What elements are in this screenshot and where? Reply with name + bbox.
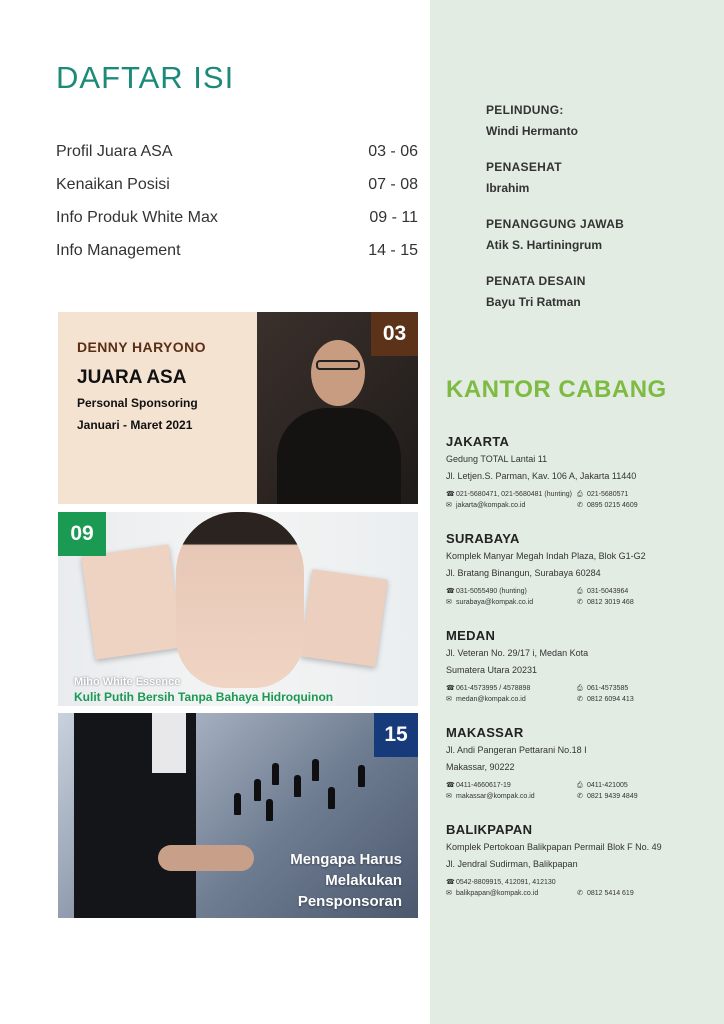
person-head <box>311 340 365 406</box>
person-body <box>277 408 401 504</box>
branch-email[interactable]: makassar@kompak.co.id <box>456 793 535 800</box>
branch-whatsapp[interactable]: 0812 5414 619 <box>587 890 634 897</box>
whatsapp-icon: ✆ <box>577 890 583 897</box>
credit-block <box>486 216 706 253</box>
person-figure-icon <box>254 779 261 801</box>
branch-email[interactable]: medan@kompak.co.id <box>456 696 526 703</box>
phone-icon: ☎ <box>446 879 455 886</box>
credits <box>486 102 706 330</box>
product-card[interactable] <box>58 512 418 706</box>
credit-block <box>486 273 706 310</box>
branch-whatsapp[interactable]: 0812 6094 413 <box>587 696 634 703</box>
management-headline <box>290 849 402 912</box>
branch-list <box>446 434 712 919</box>
person-figure-icon <box>266 799 273 821</box>
toc-item[interactable] <box>56 141 418 174</box>
email-icon: ✉ <box>446 793 452 800</box>
branch-name: JAKARTA <box>446 434 510 449</box>
whatsapp-icon: ✆ <box>577 793 583 800</box>
branch-phone[interactable]: 0411-4660617-19 <box>456 782 511 789</box>
branch-item <box>446 628 712 725</box>
person-figure-icon <box>328 787 335 809</box>
award-period: Januari - Maret 2021 <box>77 418 193 432</box>
fax-icon: ⎙ <box>577 782 583 789</box>
branch-fax: 031-5043964 <box>587 588 629 595</box>
email-icon: ✉ <box>446 890 452 897</box>
branch-whatsapp[interactable]: 0895 0215 4609 <box>587 502 638 509</box>
toc-item[interactable] <box>56 174 418 207</box>
branch-address: Komplek Pertokoan Balikpapan Permail Blok F No. 49 <box>446 842 662 852</box>
fax-icon: ⎙ <box>577 685 583 692</box>
phone-icon: ☎ <box>446 588 455 595</box>
face-photo-left <box>81 544 183 659</box>
management-card[interactable] <box>58 713 418 918</box>
winner-name: DENNY HARYONO <box>77 339 206 355</box>
headline-line: Pensponsoran <box>297 893 402 910</box>
whatsapp-icon: ✆ <box>577 502 583 509</box>
product-brand: Miho White Essence <box>74 676 181 688</box>
credit-role: PENATA DESAIN <box>486 274 586 288</box>
juara-asa-card[interactable] <box>58 312 418 504</box>
email-icon: ✉ <box>446 599 452 606</box>
branch-contacts <box>446 587 712 607</box>
person-figure-icon <box>272 763 279 785</box>
page-badge: 03 <box>371 312 418 356</box>
branch-email[interactable]: balikpapan@kompak.co.id <box>456 890 539 897</box>
branch-contacts <box>446 878 712 898</box>
person-figure-icon <box>294 775 301 797</box>
email-icon: ✉ <box>446 696 452 703</box>
branch-email[interactable]: jakarta@kompak.co.id <box>456 502 526 509</box>
glasses-icon <box>316 360 360 370</box>
credit-block <box>486 102 706 139</box>
toc-item-pages: 07 - 08 <box>368 176 418 193</box>
branch-address: Jl. Letjen.S. Parman, Kav. 106 A, Jakarta 11440 <box>446 471 637 481</box>
toc-item-label: Info Produk White Max <box>56 209 218 226</box>
branch-fax: 061-4573585 <box>587 685 629 692</box>
product-tagline: Kulit Putih Bersih Tanpa Bahaya Hidroquinon <box>74 690 334 704</box>
branch-phone[interactable]: 031-5055490 (hunting) <box>456 588 527 595</box>
credit-role: PENANGGUNG JAWAB <box>486 217 625 231</box>
branch-address: Jl. Jendral Sudirman, Balikpapan <box>446 859 578 869</box>
branch-phone[interactable]: 021-5680471, 021-5680481 (hunting) <box>456 491 572 498</box>
branch-name: MEDAN <box>446 628 496 643</box>
phone-icon: ☎ <box>446 491 455 498</box>
branch-fax: 021-5680571 <box>587 491 629 498</box>
branch-item <box>446 725 712 822</box>
toc-item-label: Kenaikan Posisi <box>56 176 170 193</box>
branch-offices-title: KANTOR CABANG <box>446 376 667 403</box>
toc-item[interactable] <box>56 240 418 273</box>
toc-item-label: Info Management <box>56 242 181 259</box>
branch-item <box>446 822 712 919</box>
whatsapp-icon: ✆ <box>577 599 583 606</box>
branch-fax: 0411-421005 <box>587 782 628 789</box>
page-badge: 09 <box>58 512 106 556</box>
shirt <box>152 713 186 773</box>
credit-name: Bayu Tri Ratman <box>486 295 581 309</box>
face-photo-right <box>300 569 388 667</box>
branch-name: SURABAYA <box>446 531 520 546</box>
branch-address: Jl. Veteran No. 29/17 i, Medan Kota <box>446 648 589 658</box>
headline-line: Melakukan <box>325 872 402 889</box>
credit-name: Ibrahim <box>486 181 530 195</box>
branch-contacts <box>446 490 712 510</box>
branch-phone[interactable]: 0542-8809915, 412091, 412130 <box>456 879 556 886</box>
phone-icon: ☎ <box>446 685 455 692</box>
award-title: JUARA ASA <box>77 367 187 388</box>
branch-whatsapp[interactable]: 0812 3019 468 <box>587 599 634 606</box>
branch-phone[interactable]: 061-4573995 / 4578898 <box>456 685 531 692</box>
toc-item[interactable] <box>56 207 418 240</box>
fax-icon: ⎙ <box>577 491 583 498</box>
face-photo-main <box>176 512 304 688</box>
email-icon: ✉ <box>446 502 452 509</box>
person-figure-icon <box>312 759 319 781</box>
person-figure-icon <box>234 793 241 815</box>
branch-contacts <box>446 684 712 704</box>
branch-name: MAKASSAR <box>446 725 524 740</box>
branch-item <box>446 531 712 628</box>
branch-address: Sumatera Utara 20231 <box>446 665 538 675</box>
branch-address: Gedung TOTAL Lantai 11 <box>446 454 548 464</box>
branch-whatsapp[interactable]: 0821 9439 4849 <box>587 793 638 800</box>
credit-name: Windi Hermanto <box>486 124 578 138</box>
branch-address: Jl. Bratang Binangun, Surabaya 60284 <box>446 568 601 578</box>
branch-contacts <box>446 781 712 801</box>
credit-block <box>486 159 706 196</box>
page-badge: 15 <box>374 713 418 757</box>
person-figure-icon <box>358 765 365 787</box>
whatsapp-icon: ✆ <box>577 696 583 703</box>
branch-email[interactable]: surabaya@kompak.co.id <box>456 599 534 606</box>
branch-address: Makassar, 90222 <box>446 762 515 772</box>
fax-icon: ⎙ <box>577 588 583 595</box>
credit-role: PELINDUNG: <box>486 103 564 117</box>
open-hand <box>158 845 254 871</box>
toc-item-label: Profil Juara ASA <box>56 143 173 160</box>
headline-line: Mengapa Harus <box>290 851 402 868</box>
branch-address: Komplek Manyar Megah Indah Plaza, Blok G1-G2 <box>446 551 646 561</box>
toc-item-pages: 09 - 11 <box>369 209 418 226</box>
toc-item-pages: 14 - 15 <box>368 242 418 259</box>
page-title: DAFTAR ISI <box>56 60 235 95</box>
credit-role: PENASEHAT <box>486 160 562 174</box>
branch-name: BALIKPAPAN <box>446 822 533 837</box>
toc-item-pages: 03 - 06 <box>368 143 418 160</box>
credit-name: Atik S. Hartiningrum <box>486 238 603 252</box>
branch-item <box>446 434 712 531</box>
award-subtitle: Personal Sponsoring <box>77 396 198 410</box>
branch-address: Jl. Andi Pangeran Pettarani No.18 I <box>446 745 587 755</box>
table-of-contents <box>56 141 418 273</box>
phone-icon: ☎ <box>446 782 455 789</box>
